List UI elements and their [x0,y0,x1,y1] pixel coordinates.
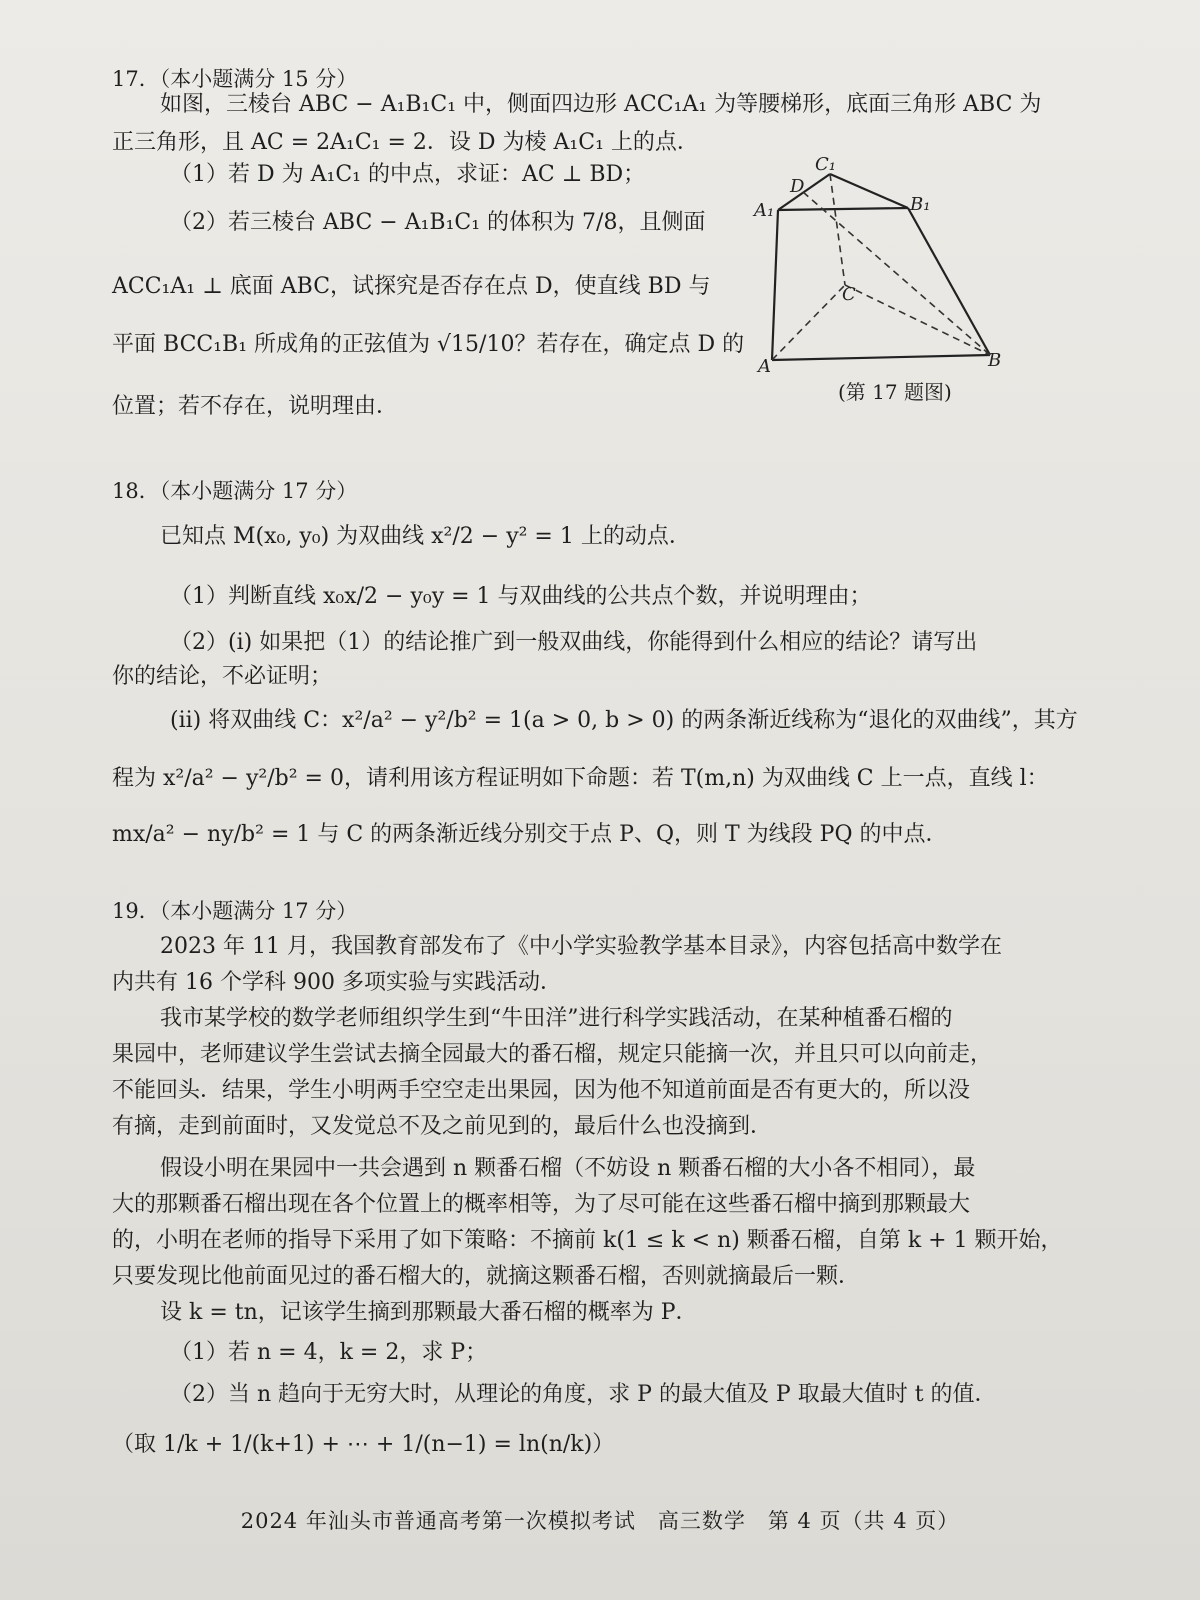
q19-text-4: 果园中，老师建议学生尝试去摘全园最大的番石榴，规定只能摘一次，并且只可以向前走， [112,1042,993,1067]
label-c1: C₁ [815,154,836,175]
q19-text-11: 设 k = tn，记该学生摘到那颗最大番石榴的概率为 P． [160,1300,698,1325]
q19-text-7: 假设小明在果园中一共会遇到 n 颗番石榴（不妨设 n 颗番石榴的大小各不相同），最 [160,1156,976,1181]
edge-a-b [772,355,990,360]
q18-part-2ii-b: 程为 x²/a² − y²/b² = 0，请利用该方程证明如下命题：若 T(m,n) 为双曲线 C 上一点，直线 l： [112,766,1049,791]
edge-c1-c [830,174,845,285]
q18-part-2i-b: 你的结论，不必证明； [112,664,333,689]
edge-a1-b1 [778,208,908,210]
q19-text-8: 大的那颗番石榴出现在各个位置上的概率相等，为了尽可能在这些番石榴中摘到那颗最大 [112,1192,971,1217]
q19-text-3: 我市某学校的数学老师组织学生到“牛田洋”进行科学实践活动，在某种植番石榴的 [160,1006,953,1031]
q19-text-6: 有摘，走到前面时，又发觉总不及之前见到的，最后什么也没摘到． [112,1114,773,1139]
q17-header: 17．（本小题满分 15 分） [112,67,358,91]
q19-text-2: 内共有 16 个学科 900 多项实验与实践活动． [112,970,562,995]
q18-part-1: （1）判断直线 x₀x/2 − y₀y = 1 与双曲线的公共点个数，并说明理由； [170,584,872,609]
label-c: C [842,284,856,305]
q17-text-2: 正三角形，且 AC = 2A₁C₁ = 2．设 D 为棱 A₁C₁ 上的点． [112,130,699,155]
label-a: A [758,356,771,377]
q17-part-2a: （2）若三棱台 ABC − A₁B₁C₁ 的体积为 7/8，且侧面 [170,210,706,235]
q18-part-2ii-c: mx/a² − ny/b² = 1 与 C 的两条渐近线分别交于点 P、Q，则 T 为线段 PQ 的中点． [112,822,948,847]
q17-part-1: （1）若 D 为 A₁C₁ 的中点，求证：AC ⊥ BD； [170,162,646,187]
q17-text-1: 如图，三棱台 ABC − A₁B₁C₁ 中，侧面四边形 ACC₁A₁ 为等腰梯形，底面三角形 ABC 为 [160,92,1042,117]
q17-part-2c: 平面 BCC₁B₁ 所成角的正弦值为 √15/10？若存在，确定点 D 的 [112,332,745,357]
edge-b1-b [908,208,990,355]
label-b: B [988,350,1002,371]
q19-text-10: 只要发现比他前面见过的番石榴大的，就摘这颗番石榴，否则就摘最后一颗． [112,1264,861,1289]
q18-header: 18．（本小题满分 17 分） [112,479,358,503]
page-footer: 2024 年汕头市普通高考第一次模拟考试 高三数学 第 4 页（共 4 页） [240,1509,960,1533]
q19-text-1: 2023 年 11 月，我国教育部发布了《中小学实验教学基本目录》，内容包括高中数学在 [160,934,1002,959]
q19-text-9: 的，小明在老师的指导下采用了如下策略：不摘前 k(1 ≤ k < n) 颗番石榴，自第 k + 1 颗开始， [112,1228,1063,1253]
edge-c-b [845,285,990,355]
q17-part-2b: ACC₁A₁ ⊥ 底面 ABC，试探究是否存在点 D，使直线 BD 与 [112,274,711,299]
frustum-diagram [754,154,1030,405]
edge-a-c [772,285,845,360]
segment-d-b [803,192,990,355]
label-a1: A₁ [754,200,775,221]
q19-header: 19．（本小题满分 17 分） [112,899,358,923]
label-d: D [790,176,805,197]
q18-part-2i-a: （2）(i) 如果把（1）的结论推广到一般双曲线，你能得到什么相应的结论？请写出 [170,630,978,655]
q19-hint: （取 1/k + 1/(k+1) + ⋯ + 1/(n−1) = ln(n/k)） [112,1432,615,1457]
q19-part-1: （1）若 n = 4，k = 2，求 P； [170,1340,488,1365]
edge-c1-b1 [830,174,908,208]
q18-text-1: 已知点 M(x₀, y₀) 为双曲线 x²/2 − y² = 1 上的动点． [160,524,691,549]
q17-figure [754,154,1030,405]
q19-text-5: 不能回头．结果，学生小明两手空空走出果园，因为他不知道前面是否有更大的，所以没 [112,1078,971,1103]
q17-figure-caption: (第 17 题图) [838,380,952,404]
edge-a1-a [772,210,778,360]
q19-part-2: （2）当 n 趋向于无穷大时，从理论的角度，求 P 的最大值及 P 取最大值时 t 的值． [170,1382,997,1407]
label-b1: B₁ [910,194,931,215]
q17-part-2d: 位置；若不存在，说明理由． [112,394,399,419]
q18-part-2ii-a: (ii) 将双曲线 C：x²/a² − y²/b² = 1(a > 0, b > 0) 的两条渐近线称为“退化的双曲线”，其方 [170,708,1078,733]
